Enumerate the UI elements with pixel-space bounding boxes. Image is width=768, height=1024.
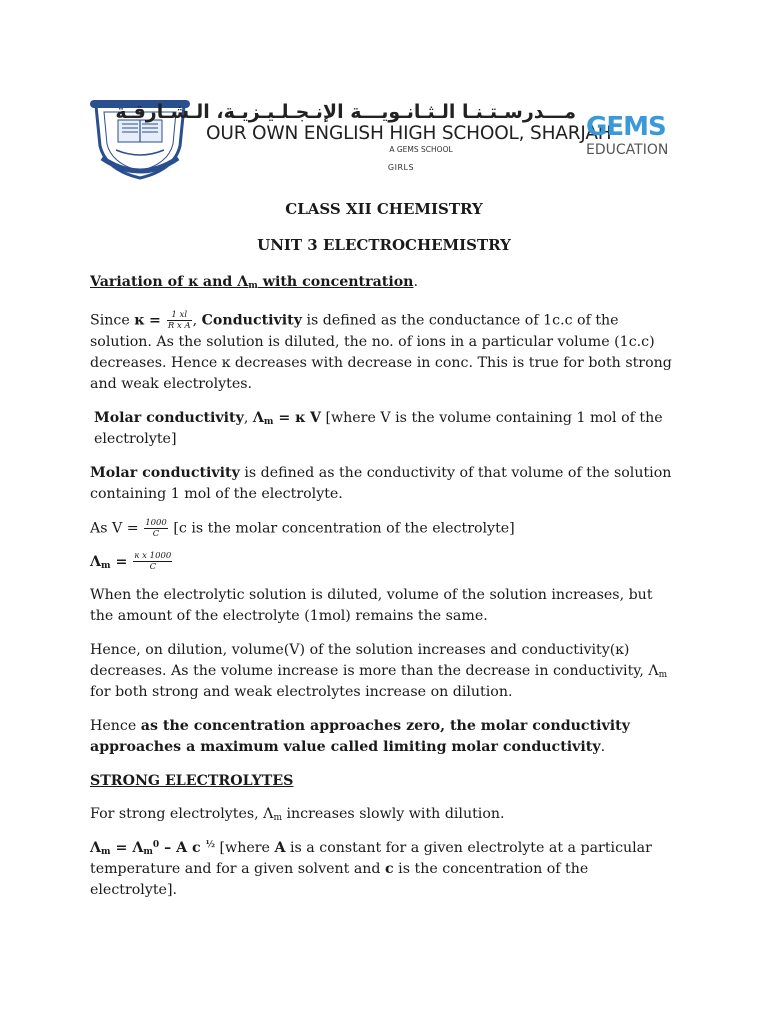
gems-wordmark: GEMS bbox=[586, 112, 666, 142]
paragraph-molar-conductivity-formula: Molar conductivity, $\Lambda_m$ = ĸ V [where V is the volume containing 1 mol of the electrolyte] bbox=[94, 409, 663, 447]
paragraph-volume-formula: As V = $\frac{1000}{C}$ [c is the molar concentration of the electrolyte] bbox=[90, 517, 515, 539]
school-name-block bbox=[115, 101, 612, 180]
school-girls-label: GIRLS bbox=[387, 163, 415, 172]
fraction-volume: $\frac{1000}{C}$ bbox=[145, 517, 167, 539]
heading-variation-text: Variation of ĸ and $\Lambda_m$ with concentration bbox=[90, 274, 414, 291]
paragraph-conductivity: Since ĸ = $\frac{1 xl}{\text{R x A}}$ , Conductivity is defined as the conductance of 1c.c of the solution. As the solution is diluted, the no. of ions in a particular volume (1c.c) decreases. Hence ĸ decreases with decrease in conc. This is true for both strong and weak electrolytes. bbox=[90, 310, 672, 392]
paragraph-dilution-effect: Hence, on dilution, volume(V) of the solution increases and conductivity(ĸ) decreases. As the volume increase is more than the decrease in conductivity, $\Lambda_m$ for both strong and weak electrolytes increase on dilution. bbox=[90, 641, 668, 700]
school-header bbox=[88, 98, 688, 182]
paragraph-limiting-molar-conductivity: Hence as the concentration approaches zero, the molar conductivity approaches a maximum value called limiting molar conductivity. bbox=[90, 717, 630, 755]
unit-title: UNIT 3 ELECTROCHEMISTRY bbox=[257, 236, 511, 254]
paragraph-strong-electrolytes: For strong electrolytes, $\Lambda_m$ increases slowly with dilution. bbox=[90, 805, 505, 823]
section-heading-strong-electrolytes: STRONG ELECTROLYTES bbox=[90, 772, 294, 789]
document-body bbox=[90, 272, 678, 901]
gems-education-logo bbox=[586, 114, 678, 160]
school-name: OUR OWN ENGLISH HIGH SCHOOL, SHARJAH bbox=[206, 123, 612, 144]
class-title: CLASS XII CHEMISTRY bbox=[285, 200, 483, 218]
paragraph-lambda-formula: $\Lambda_m$ = $\frac{\text{ĸ x 1000}}{C}$ bbox=[90, 551, 172, 572]
paragraph-dilution: When the electrolytic solution is diluted, volume of the solution increases, but the amount of the electrolyte (1mol) remains the same. bbox=[90, 586, 653, 624]
arabic-school-name: مـــدرسـتـنـا الـثـانـويـــة الإنـجـلـيـزيـة، الـشـارقـة bbox=[115, 101, 576, 123]
gems-education-label: EDUCATION bbox=[586, 142, 669, 158]
school-subtitle: A GEMS SCHOOL bbox=[389, 145, 453, 154]
paragraph-debye-huckel-equation: $\Lambda_m = \Lambda_m^0 - A$ c $^{\frac{1}{2}}$ [where A is a constant for a given electrolyte at a particular temperature and for a given solvent and c is the concentration of the electrolyte]. bbox=[90, 839, 652, 898]
section-heading-variation: Variation of ĸ and $\Lambda_m$ with concentration. bbox=[90, 274, 419, 291]
paragraph-molar-conductivity-definition: Molar conductivity is defined as the conductivity of that volume of the solution containing 1 mol of the electrolyte. bbox=[90, 464, 672, 502]
fraction-conductivity: $\frac{1 xl}{\text{R x A}}$ bbox=[167, 310, 191, 331]
fraction-lambda: $\frac{\text{ĸ x 1000}}{C}$ bbox=[134, 551, 172, 572]
